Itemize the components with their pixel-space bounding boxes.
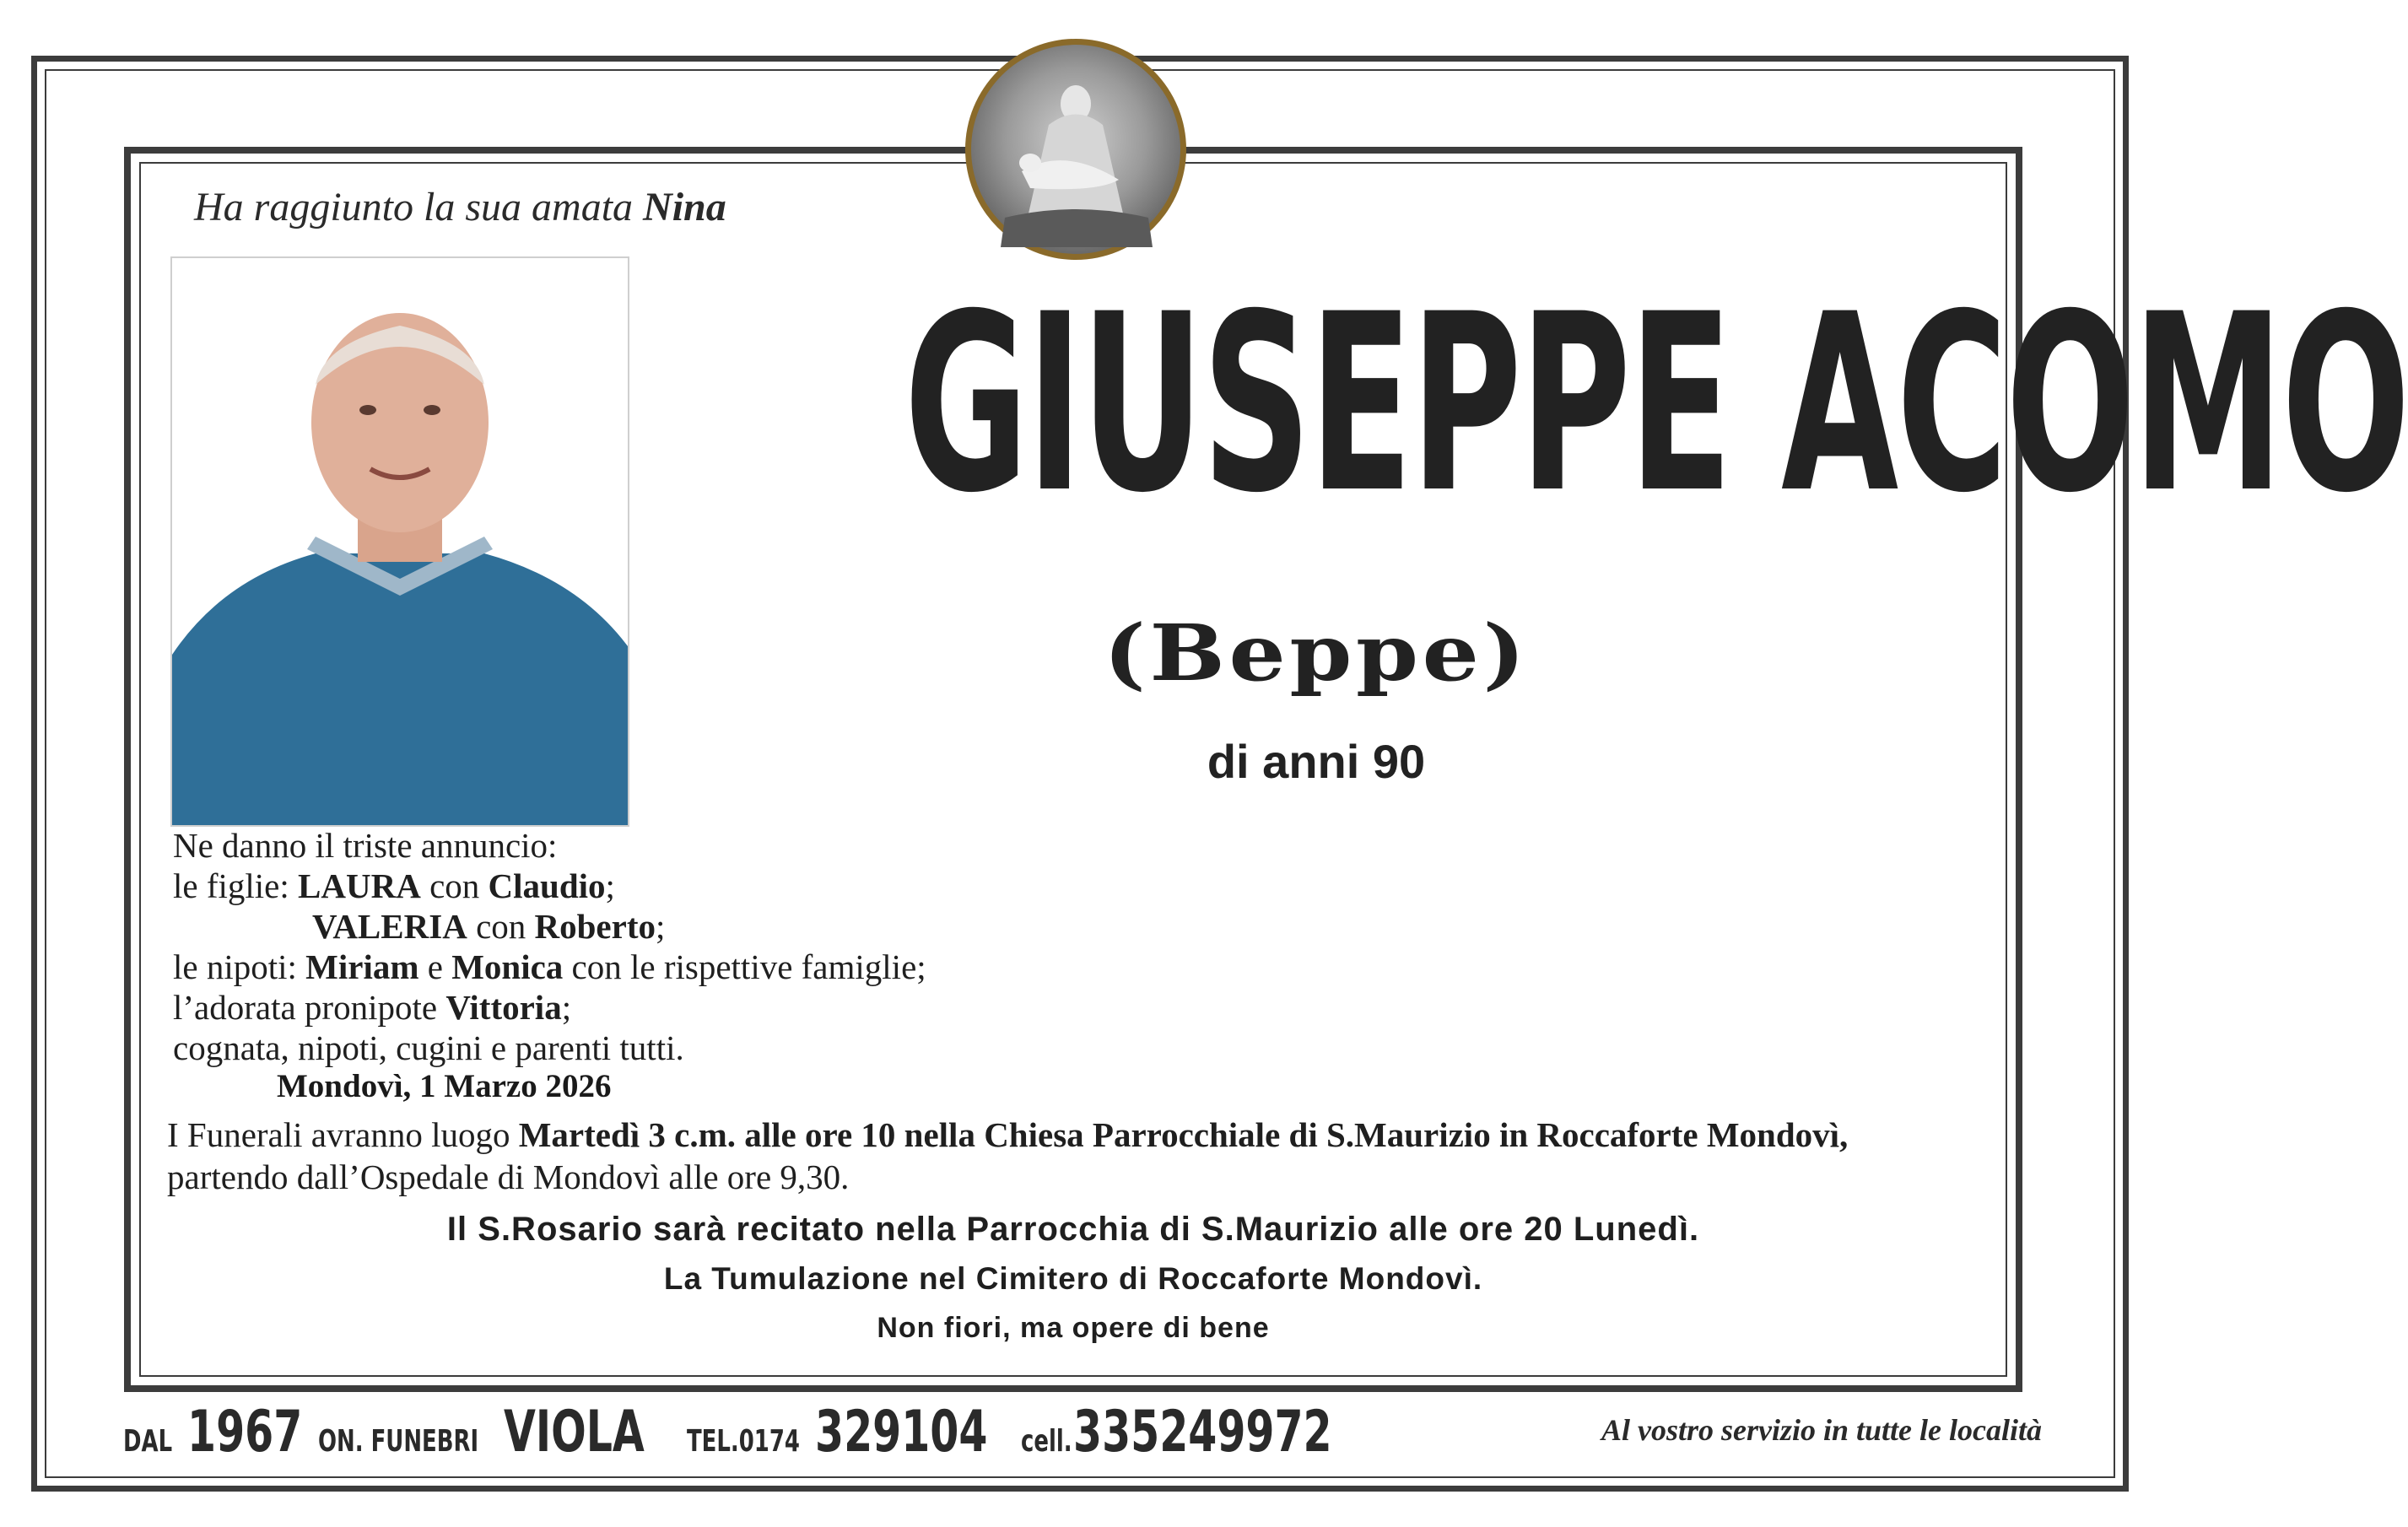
footer-cell: 335249972	[1072, 1399, 1332, 1465]
family-line: l’adorata pronipote Vittoria;	[173, 988, 572, 1027]
beloved-name: Nina	[643, 185, 726, 229]
no-flowers-line: Non fiori, ma opere di bene	[877, 1312, 1270, 1344]
funeral-home-footer	[123, 1399, 1433, 1466]
family-announcement	[173, 825, 926, 1068]
deceased-name: GIUSEPPE ACOMO	[904, 262, 2408, 547]
family-line: le nipoti: Miriam e Monica con le rispettive famiglie;	[173, 947, 926, 986]
intro-line: Ha raggiunto la sua amata Nina	[194, 185, 726, 229]
family-line: Ne danno il triste annuncio:	[173, 826, 558, 865]
deceased-age: di anni 90	[1207, 735, 1426, 788]
rosario-line: Il S.Rosario sarà recitato nella Parrocchia di S.Maurizio alle ore 20 Lunedì.	[446, 1211, 1700, 1248]
funeral-info: I Funerali avranno luogo Martedì 3 c.m. alle ore 10 nella Chiesa Parrocchiale di S.Maurizio in Roccaforte Mondovì, partendo dall’Ospedale di Mondovì alle ore 9,30.	[167, 1115, 1849, 1196]
deceased-nickname: (Beppe)	[1103, 607, 1530, 699]
portrait-image	[172, 258, 628, 825]
footer-tagline: Al vostro servizio in tutte le località	[1601, 1413, 2042, 1447]
place-date: Mondovì, 1 Marzo 2026	[277, 1068, 612, 1104]
footer-year: 1967	[187, 1399, 303, 1465]
footer-tel: 329104	[814, 1399, 987, 1465]
footer-cell-label: cell.	[1021, 1424, 1072, 1459]
pieta-statue-icon	[971, 45, 1180, 254]
footer-onf: ON. FUNEBRI	[318, 1424, 479, 1459]
family-line: VALERIA con Roberto;	[312, 907, 666, 946]
family-line: cognata, nipoti, cugini e parenti tutti.	[173, 1028, 684, 1067]
footer-dal: DAL	[123, 1424, 173, 1459]
footer-tel-label: TEL.0174	[687, 1424, 800, 1459]
deceased-photo	[170, 256, 629, 827]
footer-company: VIOLA	[503, 1399, 645, 1465]
pieta-medallion	[965, 39, 1186, 260]
family-line: le figlie: LAURA con Claudio;	[173, 866, 615, 905]
burial-line: La Tumulazione nel Cimitero di Roccaforte Mondovì.	[663, 1261, 1483, 1296]
